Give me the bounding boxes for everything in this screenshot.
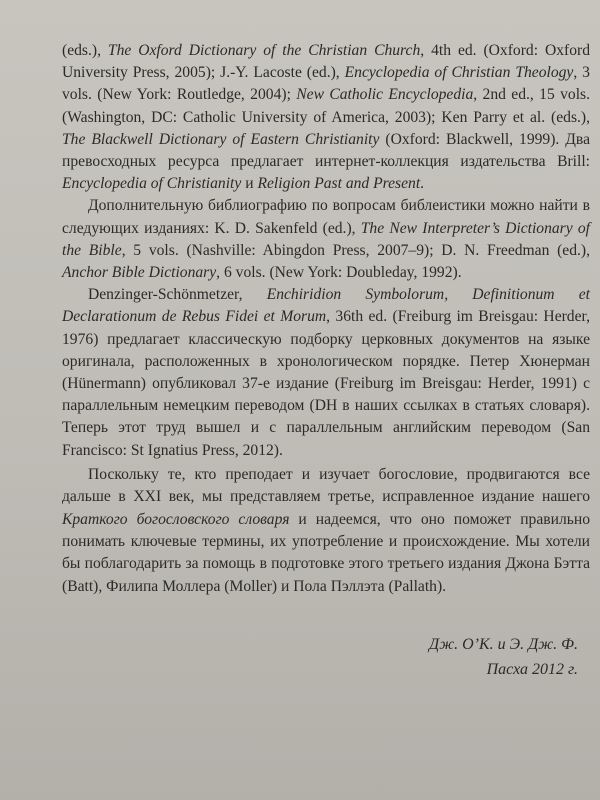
paragraph-denzinger <box>62 284 590 462</box>
italic-title: The New Interpreter’s Dictionary of the Bible <box>62 219 590 259</box>
text-column <box>62 40 590 598</box>
italic-title: Краткого богословского словаря <box>62 510 290 528</box>
signature-authors: Дж. О’К. и Э. Дж. Ф. <box>429 636 578 653</box>
paragraph-biblical-bibliography <box>62 195 590 284</box>
italic-title: Encyclopedia of Christian Theology <box>344 64 574 82</box>
text-run: , 5 vols. (Nashville: Abingdon Press, 2007–9); D. N. Freedman (ed.), <box>121 241 591 259</box>
italic-title: The Blackwell Dictionary of Eastern Christianity <box>62 130 380 148</box>
text-run: , 36th ed. (Freiburg im Breisgau: Herder, 1976) предлагает классическую подборку церковных документов на языке оригинала, расположенных в хронологическом порядке. Петер Хюнерман (Hünermann) опубликовал 37-е издание (Freiburg im Breisgau: Herder, 1991) с параллельным немецким переводом (DH в наших ссылках в статьях словаря). Теперь этот труд вышел и с параллельным английским переводом (San Francisco: St Ignatius Press, 2012). <box>62 308 590 459</box>
italic-title: The Oxford Dictionary of the Christian Church <box>107 42 421 59</box>
text-run: и надеемся, что оно поможет правильно понимать ключевые термины, их употребление и происхождение. Мы хотели бы поблагодарить за помощь в подготовке этого третьего издания Джона Бэтта (Batt), Филипа Моллера (Moller) и Пола Пэллэта (Pallath). <box>62 510 591 595</box>
paragraph-encyclopedias <box>62 40 590 195</box>
text-run: , 3 vols. (New York: Routledge, 2004); <box>62 64 590 104</box>
text-run: Denzinger-Schönmetzer, <box>88 286 267 304</box>
italic-title: Encyclopedia of Christianity <box>62 175 242 193</box>
text-run: , 2nd ed., 15 vols. (Washington, DC: Catholic University of America, 2003); Ken Parry et al. (eds.), <box>62 86 590 126</box>
italic-title: Anchor Bible Dictionary <box>62 264 217 282</box>
signature-block <box>429 632 578 682</box>
italic-title: Enchiridion Symbolorum, Definitionum et Declarationum de Rebus Fidei et Morum <box>62 286 590 326</box>
italic-title: New Catholic Encyclopedia <box>296 86 474 104</box>
text-run: Дополнительную библиографию по вопросам библеистики можно найти в следующих изданиях: K. D. Sakenfeld (ed.), <box>62 197 590 237</box>
italic-title: Religion Past and Present <box>257 175 421 193</box>
text-run: (Oxford: Blackwell, 1999). Два превосходных ресурса предлагает интернет-коллекция издательства Brill: <box>62 130 590 171</box>
text-run: (eds.), <box>62 42 108 59</box>
text-run: и <box>241 175 258 193</box>
paragraph-acknowledgements <box>62 464 590 598</box>
text-run: , 6 vols. (New York: Doubleday, 1992). <box>216 264 462 282</box>
text-run: . <box>420 175 425 193</box>
signature-date: Пасха 2012 г. <box>486 661 578 678</box>
text-run: Поскольку те, кто преподает и изучает богословие, продвигаются все дальше в XXI век, мы представляем третье, исправленное издание нашего <box>62 465 590 506</box>
text-run: , 4th ed. (Oxford: Oxford University Press, 2005); J.-Y. Lacoste (ed.), <box>62 42 591 82</box>
